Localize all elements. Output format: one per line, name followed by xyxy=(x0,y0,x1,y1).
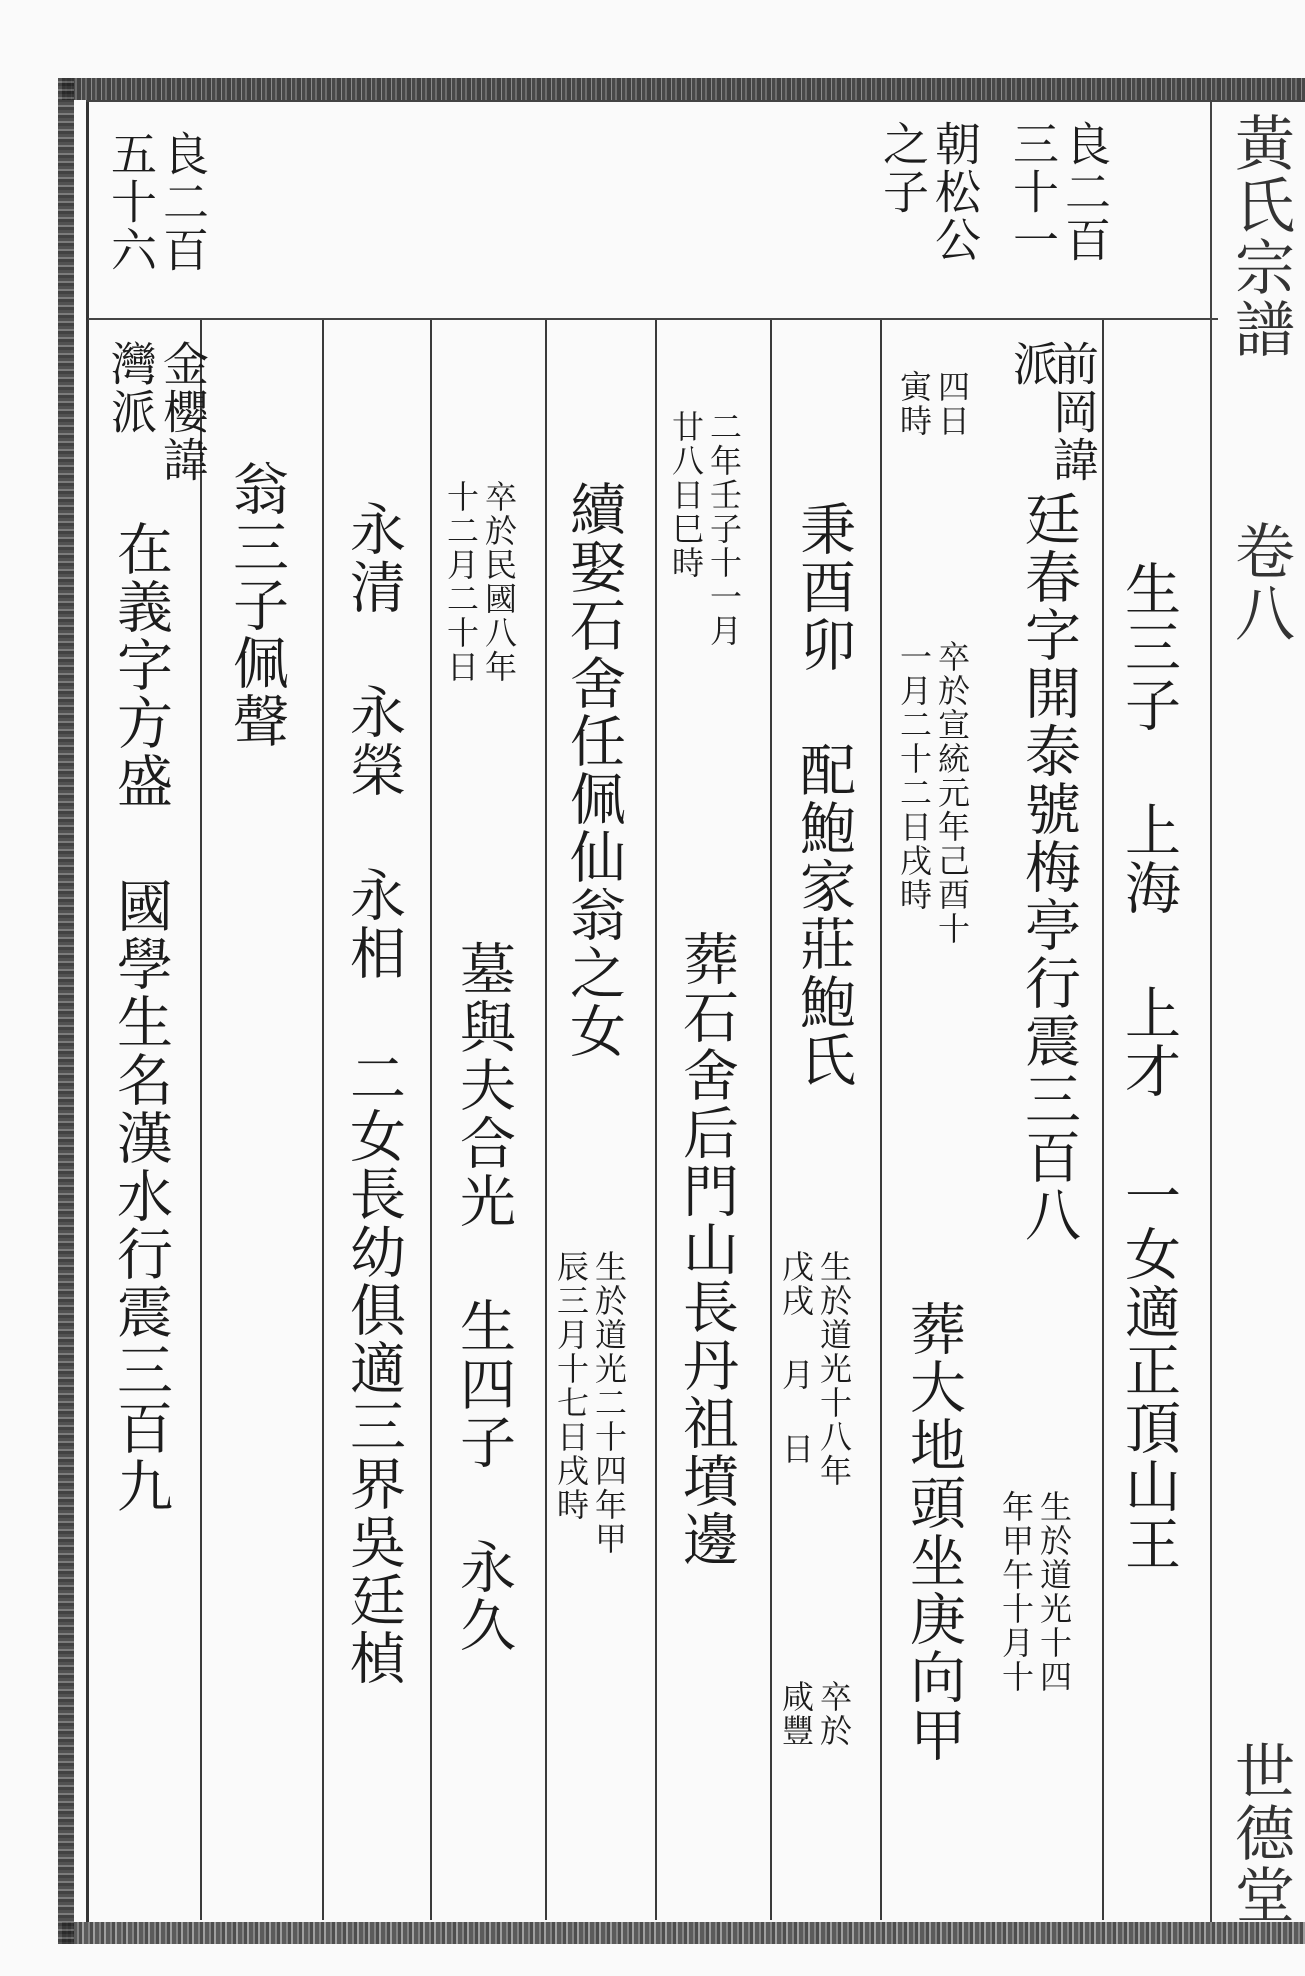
second-spouse-birth: 生於道光二十四年甲 辰三月十七日戌時 xyxy=(552,1250,628,1556)
spouse-entry: 秉酉卯 配鮑家莊鮑氏 xyxy=(791,500,856,1089)
burial-note: 葬大地頭坐庚向甲 xyxy=(901,1300,966,1764)
rank-label-right: 良二百 三十一 xyxy=(1006,120,1112,264)
second-spouse-death: 卒於民國八年 十二月二十日 xyxy=(442,480,518,684)
spouse-death-note: 卒於 咸豐 xyxy=(777,1680,853,1748)
branch-head-suffix: 派 xyxy=(1006,340,1060,388)
column-rule xyxy=(430,320,432,1920)
hall-name-fragment: 世德堂 xyxy=(1225,1740,1295,1926)
volume-fragment: 卷八 xyxy=(1225,520,1295,644)
page-border-left xyxy=(58,78,74,1944)
top-band-divider xyxy=(88,318,1218,320)
next-entry-name: 在義字方盛 國學生名漢水行震三百九 xyxy=(108,520,173,1515)
father-label: 朝松公 之子 xyxy=(876,120,982,264)
column-rule xyxy=(655,320,657,1920)
title-band xyxy=(1210,100,1305,1926)
page-border-top xyxy=(62,78,1305,100)
column-rule xyxy=(200,320,202,1920)
spouse-birth-note: 生於道光十八年 戊戌 月 日 xyxy=(777,1250,853,1488)
second-spouse: 續娶石舍任佩仙翁之女 xyxy=(561,480,626,1060)
birth-note-cont: 四日 寅時 xyxy=(895,370,971,438)
sons-list: 永清 永榮 永相 二女長幼俱適三界吳廷楨 xyxy=(341,500,406,1687)
birth-note: 生於道光十四 年甲午十月十 xyxy=(997,1490,1073,1694)
second-spouse-burial: 墓與夫合光 生四子 永久 xyxy=(451,940,516,1654)
column-rule xyxy=(545,320,547,1920)
branch-head: 前岡諱 xyxy=(1046,340,1100,484)
grandson-note: 翁三子佩聲 xyxy=(224,460,289,750)
page-border-bottom xyxy=(62,1922,1305,1944)
inner-border-left xyxy=(86,100,89,1922)
book-title-fragment: 黃氏宗譜 xyxy=(1225,112,1295,360)
column-rule xyxy=(880,320,882,1920)
rank-label-left: 良二百 五十六 xyxy=(104,130,210,274)
column-rule xyxy=(322,320,324,1920)
death-note: 卒於宣統元年己酉十 一月二十二日戌時 xyxy=(895,640,971,946)
column-rule xyxy=(770,320,772,1920)
inner-border-top xyxy=(86,100,1305,102)
spouse-death-cont: 二年壬子十一月 廿八日巳時 xyxy=(667,410,743,648)
entry-name: 廷春字開泰號梅亭行震三百八 xyxy=(1016,490,1081,1244)
spouse-burial: 葬石舍后門山長丹祖墳邊 xyxy=(674,930,739,1568)
entry-children: 生三子 上海 上才 一女適正頂山王 xyxy=(1116,560,1181,1573)
column-rule xyxy=(1102,320,1104,1920)
next-branch-head: 金櫻諱 灣派 xyxy=(104,340,210,484)
